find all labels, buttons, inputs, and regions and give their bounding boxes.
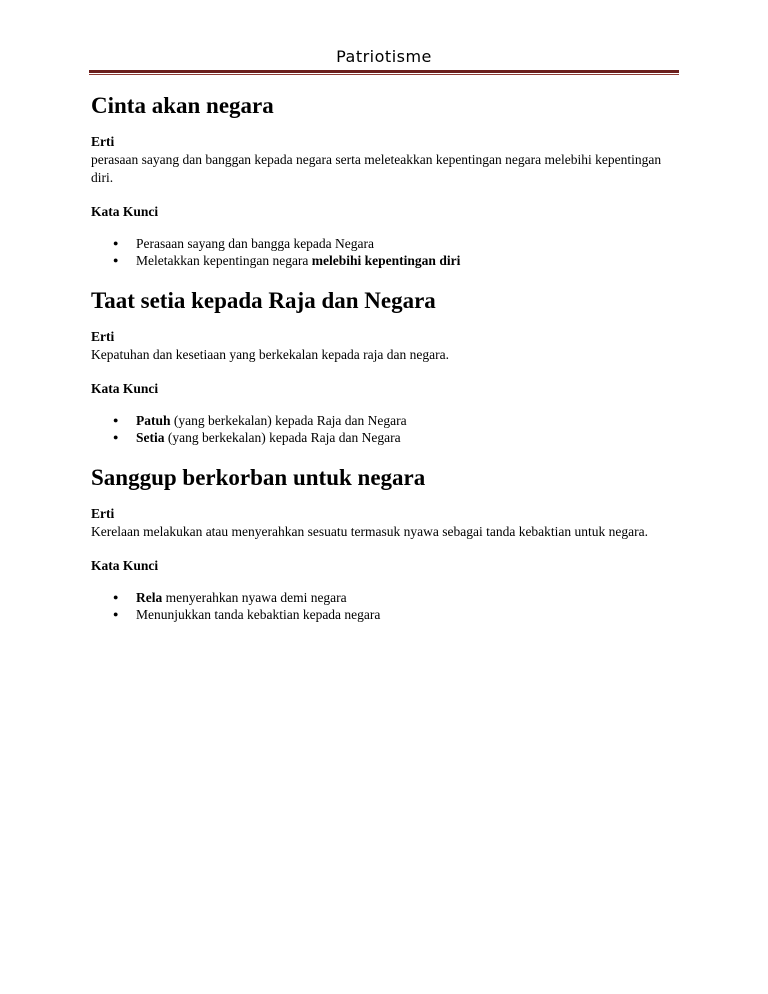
bullet-icon: ● — [113, 609, 119, 619]
section-sanggup-berkorban — [91, 463, 681, 623]
page-title: Patriotisme — [336, 47, 432, 66]
bullet-icon: ● — [113, 238, 119, 248]
header-rule-thin — [89, 74, 679, 75]
erti-text: Kerelaan melakukan atau menyerahkan sesuatu termasuk nyawa sebagai tanda kebaktian untuk negara. — [91, 524, 649, 539]
list-item — [91, 606, 681, 623]
kata-kunci-list — [91, 412, 681, 446]
kata-kunci-label: Kata Kunci — [91, 558, 159, 573]
document-body — [91, 91, 681, 623]
list-item-emphasis: Rela — [136, 590, 163, 605]
bullet-icon: ● — [113, 255, 119, 265]
list-item-text: Perasaan sayang dan bangga kepada Negara — [136, 236, 375, 251]
bullet-icon: ● — [113, 415, 119, 425]
kata-kunci-label: Kata Kunci — [91, 204, 159, 219]
page-header — [89, 46, 679, 75]
erti-text: perasaan sayang dan banggan kepada negara serta meleteakkan kepentingan negara melebihi kepentingan diri. — [91, 152, 662, 185]
list-item-text: menyerahkan nyawa demi negara — [162, 590, 347, 605]
kata-kunci-label: Kata Kunci — [91, 381, 159, 396]
list-item-text: Menunjukkan tanda kebaktian kepada negara — [136, 607, 381, 622]
kata-kunci-list — [91, 235, 681, 269]
header-rule — [89, 70, 679, 73]
erti-label: Erti — [91, 506, 115, 521]
section-heading: Sanggup berkorban untuk negara — [91, 465, 426, 490]
section-cinta-akan-negara — [91, 91, 681, 269]
section-heading: Cinta akan negara — [91, 93, 274, 118]
list-item — [91, 429, 681, 446]
list-item-emphasis: Patuh — [136, 413, 171, 428]
list-item-emphasis: melebihi kepentingan diri — [311, 253, 461, 268]
list-item-emphasis: Setia — [136, 430, 165, 445]
section-heading: Taat setia kepada Raja dan Negara — [91, 288, 436, 313]
erti-label: Erti — [91, 134, 115, 149]
list-item — [91, 412, 681, 429]
bullet-icon: ● — [113, 432, 119, 442]
bullet-icon: ● — [113, 592, 119, 602]
section-taat-setia — [91, 286, 681, 446]
list-item — [91, 252, 681, 269]
list-item — [91, 589, 681, 606]
erti-label: Erti — [91, 329, 115, 344]
erti-text: Kepatuhan dan kesetiaan yang berkekalan kepada raja dan negara. — [91, 347, 449, 362]
list-item-text: Meletakkan kepentingan negara — [136, 253, 312, 268]
list-item — [91, 235, 681, 252]
list-item-text: (yang berkekalan) kepada Raja dan Negara — [170, 413, 407, 428]
list-item-text: (yang berkekalan) kepada Raja dan Negara — [164, 430, 401, 445]
kata-kunci-list — [91, 589, 681, 623]
